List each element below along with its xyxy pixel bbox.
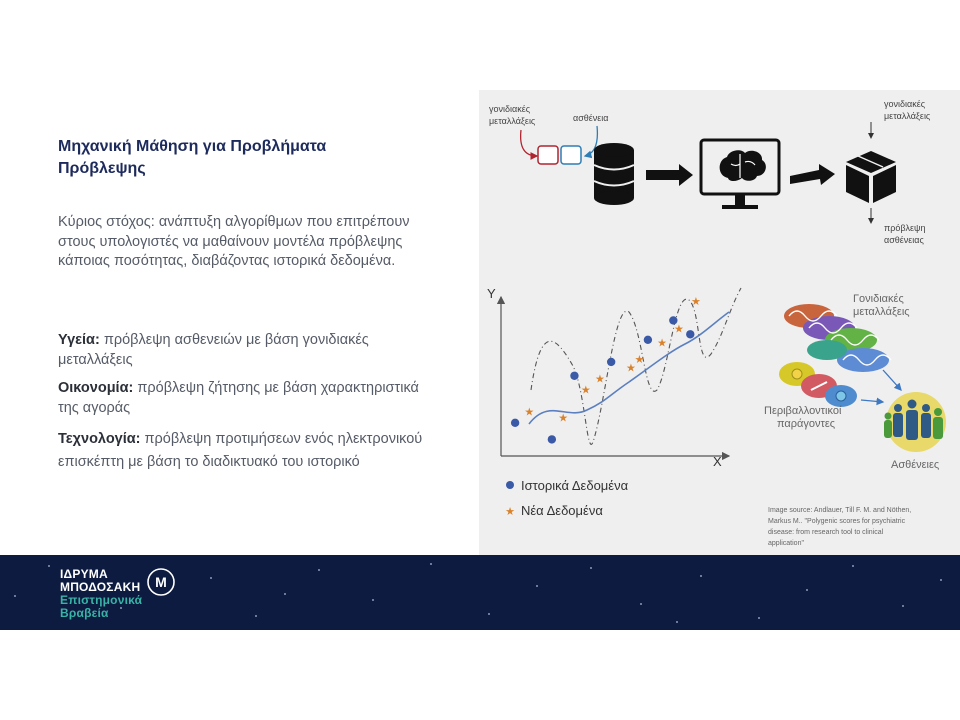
patients-icon xyxy=(884,392,946,452)
new-data-point: ★ xyxy=(674,323,684,336)
model-box-icon xyxy=(846,151,896,203)
historical-data-point xyxy=(607,358,615,366)
output-input-line2: μεταλλάξεις xyxy=(884,111,931,121)
footer-banner xyxy=(0,555,960,630)
new-data-point: ★ xyxy=(690,296,701,309)
legend-historical-marker xyxy=(506,481,514,489)
pipeline-input1-line1: γονιδιακές xyxy=(489,104,531,114)
bullet-economy-label: Οικονομία: xyxy=(58,380,134,396)
historical-data-point xyxy=(548,435,556,443)
y-axis-label: Y xyxy=(487,286,496,301)
logo-line2: ΜΠΟΔΟΣΑΚΗ xyxy=(60,580,141,594)
source-line3: disease: from research tool to clinical xyxy=(768,529,884,536)
logo-line3: Επιστημονικά xyxy=(60,593,143,607)
new-data-point: ★ xyxy=(626,362,636,375)
arrow-to-computer xyxy=(646,164,693,186)
historical-data-point xyxy=(570,372,578,380)
database-icon xyxy=(594,143,634,205)
legend-new-marker: ★ xyxy=(505,506,515,518)
bullet-health-text: πρόβλεψη ασθενειών με βάση γονιδιακές μεταλλάξεις xyxy=(58,332,369,368)
environment-line1: Περιβαλλοντικοί xyxy=(764,405,842,417)
legend-historical-label: Ιστορικά Δεδομένα xyxy=(521,478,629,493)
bullet-health xyxy=(58,330,428,370)
bullet-technology-text: πρόβλεψη προτιμήσεων ενός ηλεκτρονικού επισκέπτη με βάση το διαδικτυακό του ιστορικό xyxy=(58,431,423,470)
pipeline-input2: ασθένεια xyxy=(573,113,609,123)
output-prediction-line2: ασθένειας xyxy=(884,235,924,245)
figure-panel xyxy=(479,90,960,556)
disease-box xyxy=(561,146,581,164)
historical-data-point xyxy=(644,336,652,344)
foundation-logo xyxy=(60,568,142,620)
bullet-economy xyxy=(58,378,428,418)
slide-title: Μηχανική Μάθηση για Προβλήματα Πρόβλεψης xyxy=(58,138,327,177)
new-data-point: ★ xyxy=(580,384,591,397)
historical-data-point xyxy=(511,419,519,427)
emblem-letter: Μ xyxy=(155,574,167,590)
bullet-technology xyxy=(58,428,430,474)
environment-line2: παράγοντες xyxy=(777,418,836,430)
source-line2: Markus M.. "Polygenic scores for psychiatric xyxy=(768,518,906,525)
bullet-technology-label: Τεχνολογία: xyxy=(58,431,141,447)
x-axis-label: X xyxy=(713,454,722,469)
new-data-point: ★ xyxy=(594,373,605,386)
computer-brain-icon xyxy=(701,140,779,209)
new-data-point: ★ xyxy=(657,337,667,350)
output-prediction-line1: πρόβλεψη xyxy=(884,223,926,233)
bullet-health-label: Υγεία: xyxy=(58,332,100,348)
genetics-title-line2: μεταλλάξεις xyxy=(853,306,910,318)
logo-line4: Βραβεία xyxy=(60,606,109,620)
logo-line1: ΙΔΡΥΜΑ xyxy=(60,567,108,581)
foundation-emblem-icon xyxy=(146,567,176,597)
red-input-arrow xyxy=(521,130,537,156)
bullet-economy-text: πρόβλεψη ζήτησης με βάση χαρακτηριστικά της αγοράς xyxy=(58,380,419,416)
new-data-point: ★ xyxy=(558,412,569,425)
source-line4: application" xyxy=(768,540,804,547)
arrow-env-to-patients xyxy=(861,400,883,402)
output-input-line1: γονιδιακές xyxy=(884,99,926,109)
new-data-point: ★ xyxy=(524,406,535,419)
genetics-title-line1: Γονιδιακές xyxy=(853,293,904,305)
historical-data-point xyxy=(686,330,694,338)
mutation-box xyxy=(538,146,558,164)
figure-svg xyxy=(479,90,960,556)
chart-points xyxy=(511,296,701,444)
new-data-point: ★ xyxy=(634,354,645,367)
slide-intro: Κύριος στόχος: ανάπτυξη αλγορίθμων που επιτρέπουν στους υπολογιστές να μαθαίνουν μοντέλα πρόβλεψης κάποιας ποσότητας, διαβάζοντας ιστορικά δεδομένα. xyxy=(58,214,410,269)
pipeline-input1-line2: μεταλλάξεις xyxy=(489,116,536,126)
arrow-to-box xyxy=(790,164,835,185)
source-line1: Image source: Andlauer, Till F. M. and Nöthen, xyxy=(768,507,912,514)
arrow-genes-to-patients xyxy=(883,370,901,390)
patients-label: Ασθένειες xyxy=(891,459,940,471)
legend-new-label: Νέα Δεδομένα xyxy=(521,503,603,518)
